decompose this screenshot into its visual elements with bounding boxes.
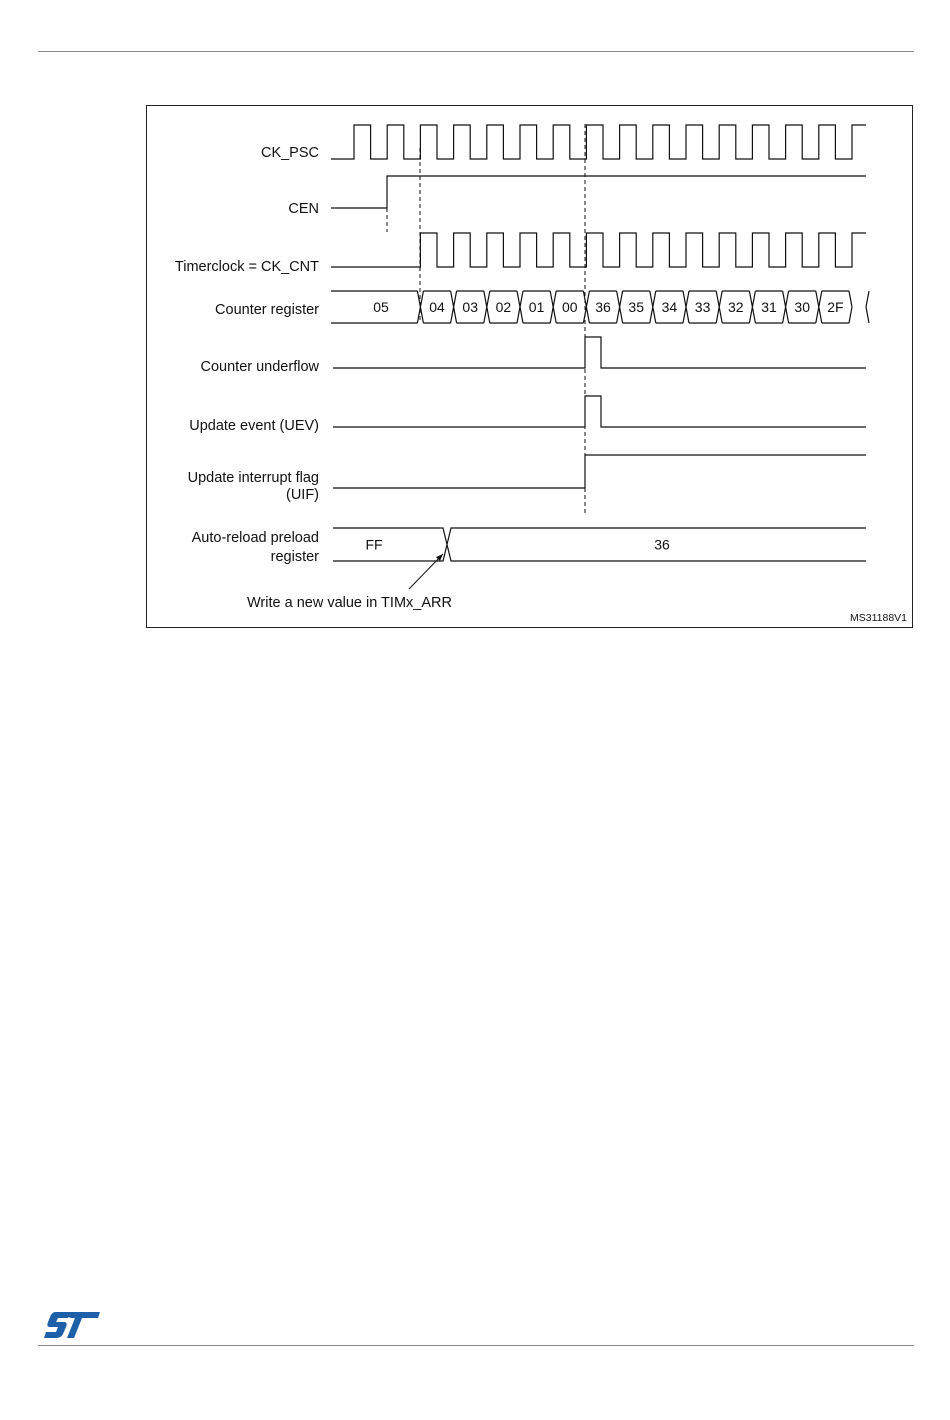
label-arr-line2: register xyxy=(270,549,319,565)
footer-rule xyxy=(38,1345,914,1346)
timerclock-waveform xyxy=(331,233,866,267)
label-timerclock: Timerclock = CK_CNT xyxy=(174,259,319,275)
timing-diagram-figure xyxy=(146,105,913,628)
counter-value: 02 xyxy=(495,299,512,315)
label-cen: CEN xyxy=(288,201,319,217)
counter-underflow-waveform xyxy=(333,337,866,368)
annotation-text: Write a new value in TIMx_ARR xyxy=(247,595,452,611)
label-update-event: Update event (UEV) xyxy=(189,418,319,434)
preload-register-bus xyxy=(333,528,866,561)
ck-psc-trace xyxy=(331,125,866,159)
counter-value: 35 xyxy=(628,299,644,315)
label-uif-line1: Update interrupt flag xyxy=(187,470,319,486)
uif-waveform xyxy=(333,455,866,488)
label-counter-underflow: Counter underflow xyxy=(200,359,319,375)
counter-value: 30 xyxy=(794,299,810,315)
counter-value: 33 xyxy=(694,299,711,315)
counter-value: 04 xyxy=(429,299,445,315)
counter-value: 00 xyxy=(562,299,578,315)
timing-diagram xyxy=(147,106,914,629)
timerclock-trace xyxy=(331,233,866,267)
label-counter-register: Counter register xyxy=(215,302,319,318)
preload-value-new: 36 xyxy=(654,536,670,553)
counter-value: 34 xyxy=(661,299,678,315)
counter-value: 05 xyxy=(373,299,389,315)
label-arr-line1: Auto-reload preload xyxy=(191,530,319,546)
header-rule xyxy=(38,51,914,52)
update-event-waveform xyxy=(333,396,866,427)
annotation-leader xyxy=(409,554,443,589)
cen-waveform xyxy=(331,176,866,208)
preload-value-old: FF xyxy=(365,536,383,553)
counter-value: 03 xyxy=(462,299,478,315)
figure-code: MS31188V1 xyxy=(849,612,907,624)
counter-value: 01 xyxy=(528,299,545,315)
counter-register-bus xyxy=(331,291,869,323)
label-ck-psc: CK_PSC xyxy=(260,145,319,161)
label-uif-line2: (UIF) xyxy=(285,487,319,503)
counter-value: 31 xyxy=(761,299,777,315)
counter-value: 36 xyxy=(595,299,611,315)
counter-value: 2F xyxy=(827,299,844,315)
counter-value: 32 xyxy=(728,299,744,315)
ck-psc-waveform xyxy=(331,125,866,159)
st-logo xyxy=(44,1310,102,1340)
preload-bus-outline xyxy=(333,528,866,561)
